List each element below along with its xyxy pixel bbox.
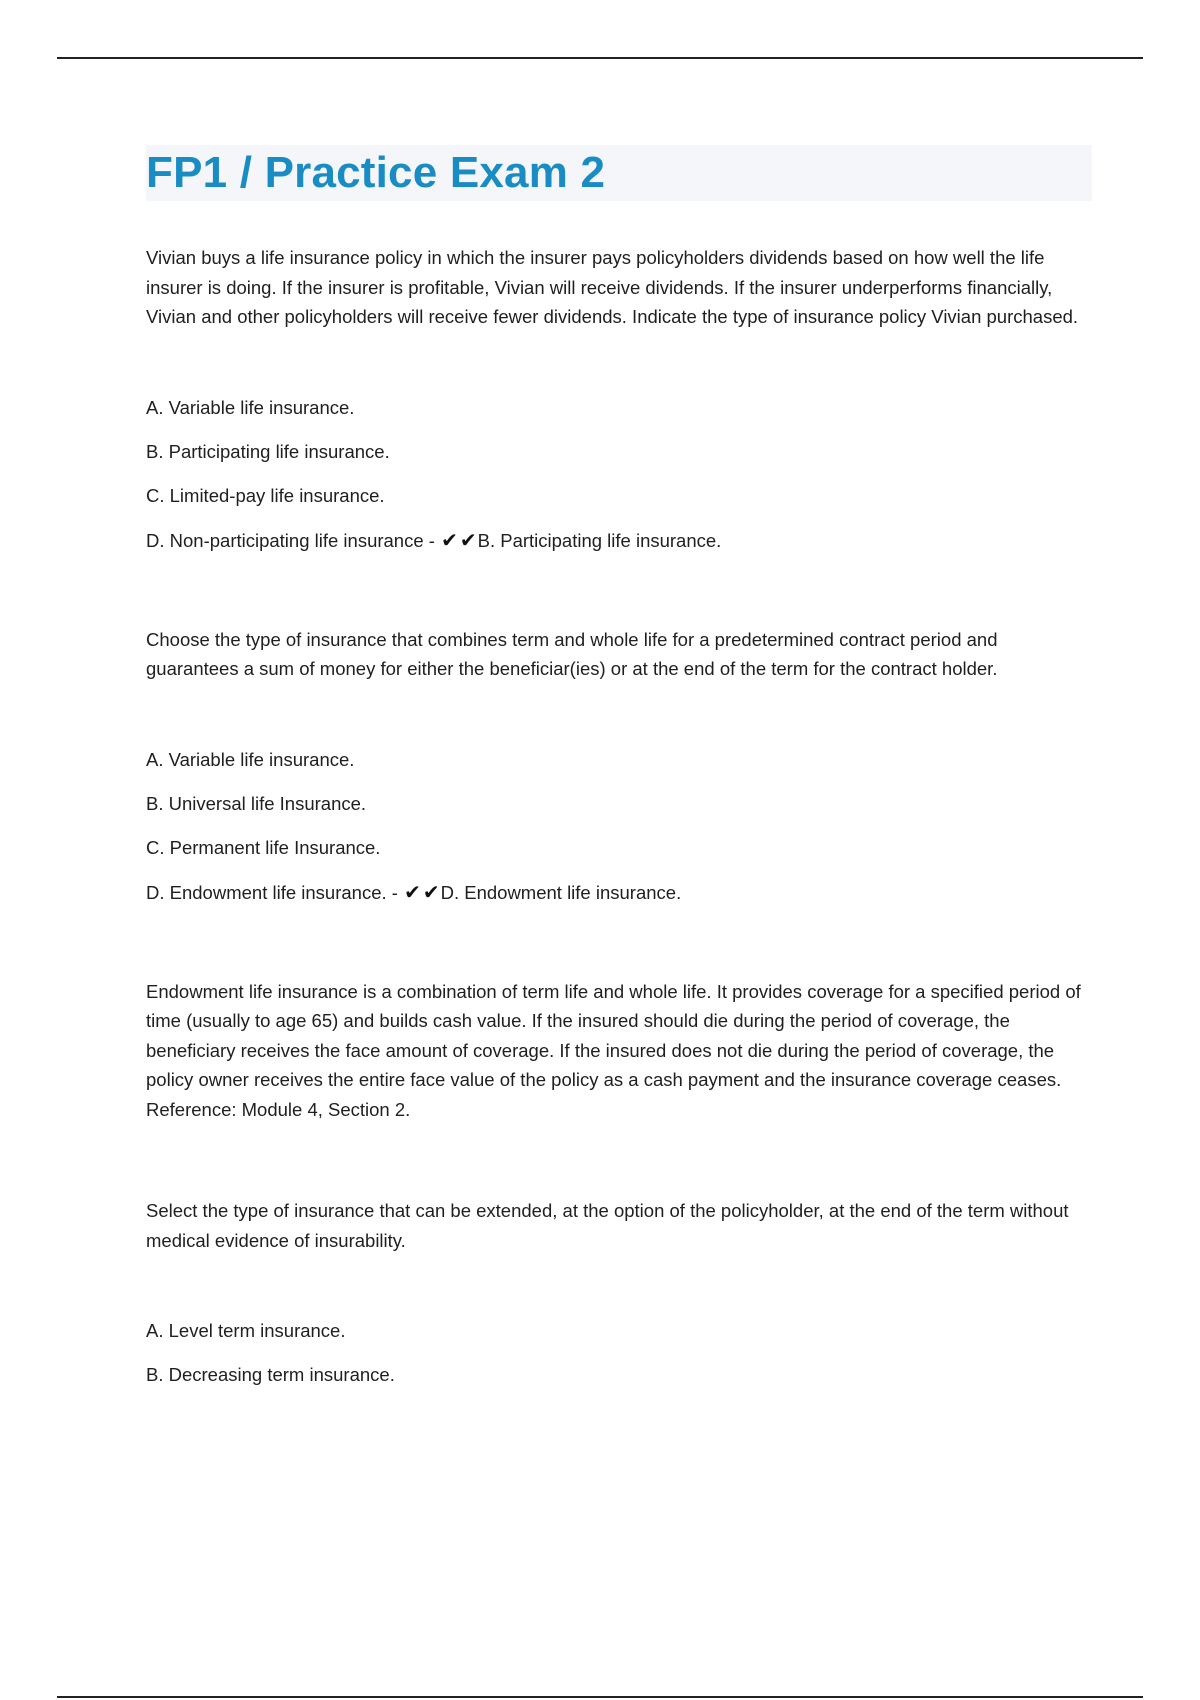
option-b: B. Decreasing term insurance. [146,1364,395,1385]
option-list [146,748,1092,905]
question-1 [146,243,1092,553]
check-icon: ✔ [404,879,421,904]
option-b: B. Participating life insurance. [146,440,390,462]
question-text: Choose the type of insurance that combines term and whole life for a predetermined contract period and guarantees a sum of money for either the beneficiar(ies) or at the end of the term for the contract holder. [146,628,998,679]
answer-explanation: Endowment life insurance is a combination of term life and whole life. It provides coverage for a specified period of time (usually to age 65) and builds cash value. If the insured should die during the period of coverage, the beneficiary receives the face amount of coverage. If the insured does not die during the period of coverage, the policy owner receives the entire face value of the policy as a cash payment and the insurance coverage ceases. Reference: Module 4, Section 2. [146,980,1081,1120]
question-text: Select the type of insurance that can be extended, at the option of the policyholder, at the end of the term without medical evidence of insurability. [146,1200,1069,1251]
question-2 [146,625,1092,905]
option-a: A. Variable life insurance. [146,396,355,418]
title-band [146,145,1092,201]
option-list [146,1319,1092,1387]
header-rule [57,57,1143,59]
check-icon: ✔ [459,527,477,552]
option-d: D. Endowment life insurance. - [146,881,398,903]
question-text: Vivian buys a life insurance policy in which the insurer pays policyholders dividends based on how well the life insurer is doing. If the insurer is profitable, Vivian will receive dividends. If the insurer underperforms financially, Vivian and other policyholders will receive fewer dividends. Indicate the type of insurance policy Vivian purchased. [146,247,1079,327]
option-c: C. Permanent life Insurance. [146,836,381,858]
option-d: D. Non-participating life insurance - [146,529,435,551]
option-a: A. Variable life insurance. [146,748,355,770]
page-title: FP1 / Practice Exam 2 [146,148,606,197]
footer-rule [57,1696,1143,1698]
option-c: C. Limited-pay life insurance. [146,484,385,506]
option-d-with-answer [146,528,1092,553]
option-list [146,396,1092,553]
check-icon: ✔ [422,879,440,904]
check-icon: ✔ [441,527,458,552]
question-3 [146,1196,1092,1387]
correct-answer: D. Endowment life insurance. [440,881,682,903]
option-d-with-answer [146,880,1092,905]
option-b: B. Universal life Insurance. [146,792,367,814]
document-body [146,145,1092,1407]
option-a: A. Level term insurance. [146,1320,346,1341]
correct-answer: B. Participating life insurance. [477,529,722,551]
